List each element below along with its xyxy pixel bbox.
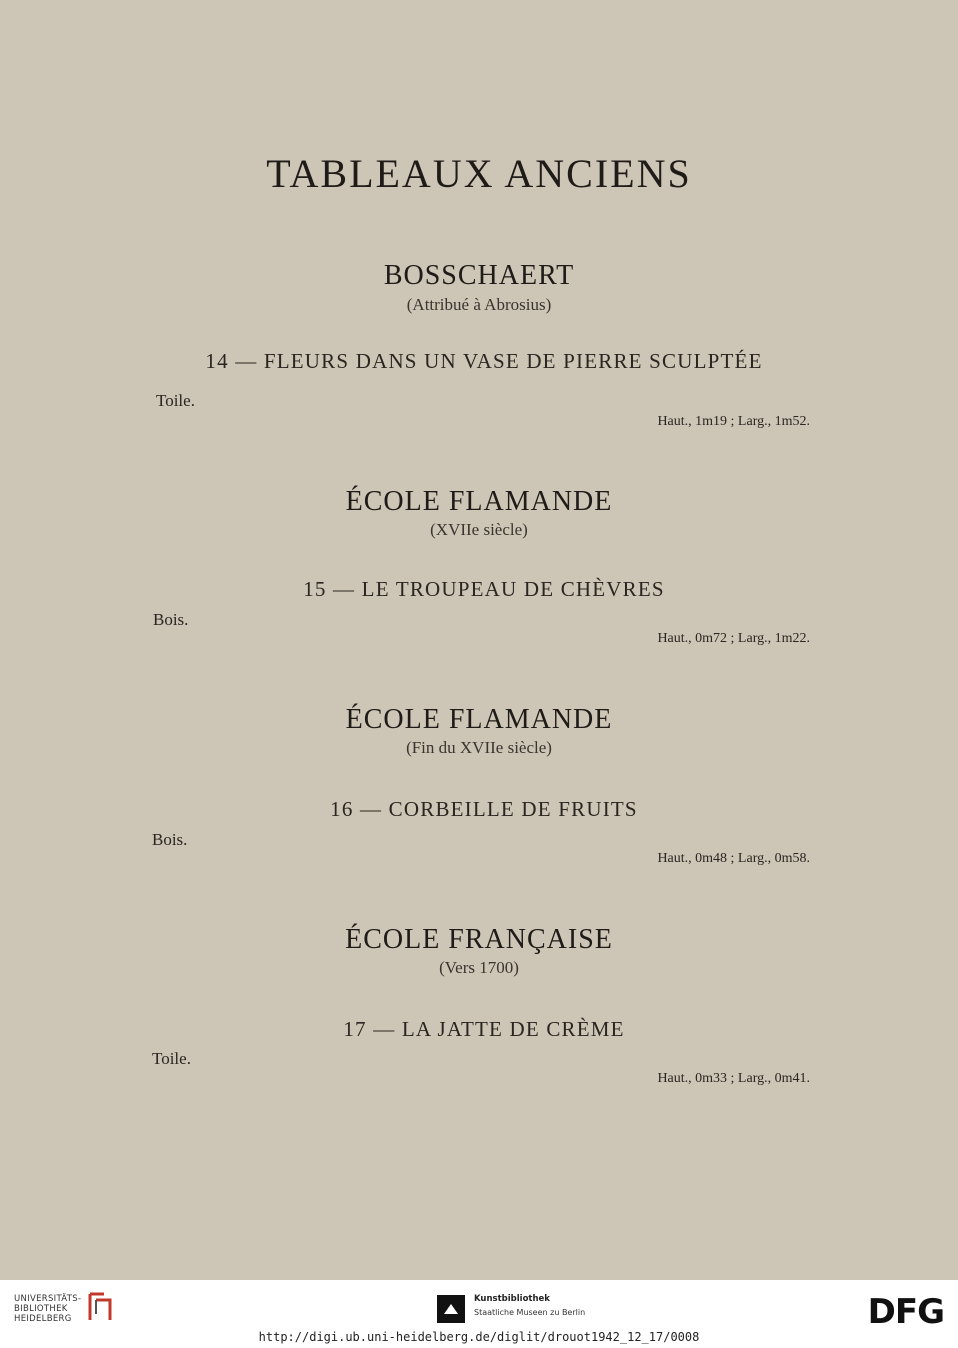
ub-heidelberg-logo[interactable] [14, 1294, 81, 1324]
lot-15-school: ÉCOLE FLAMANDE [345, 486, 613, 517]
lot-15-dimensions: Haut., 0m72 ; Larg., 1m22. [657, 631, 810, 646]
lot-17-dimensions: Haut., 0m33 ; Larg., 0m41. [657, 1071, 810, 1086]
ub-logo-line-1: UNIVERSITÄTS- [14, 1294, 82, 1304]
digitization-footer [0, 1280, 958, 1348]
lot-14-support: Toile. [156, 391, 195, 410]
kunstbibliothek-name: Kunstbibliothek [474, 1294, 550, 1304]
lot-16-title: 16 — CORBEILLE DE FRUITS [330, 797, 638, 821]
lot-16-support: Bois. [152, 830, 188, 849]
lot-14-subtitle: (Attribué à Abrosius) [406, 295, 552, 314]
lot-16-school: ÉCOLE FLAMANDE [345, 704, 613, 735]
ub-logo-line-3: HEIDELBERG [14, 1314, 72, 1324]
dfg-logo[interactable]: DFG [867, 1292, 944, 1332]
kunstbibliothek-subtitle: Staatliche Museen zu Berlin [474, 1308, 586, 1317]
permalink-url[interactable]: http://digi.ub.uni-heidelberg.de/diglit/drouot1942_12_17/0008 [258, 1330, 700, 1344]
lot-17-title: 17 — LA JATTE DE CRÈME [343, 1017, 625, 1041]
lot-14-school: BOSSCHAERT [383, 260, 575, 291]
lot-14-title: 14 — FLEURS DANS UN VASE DE PIERRE SCULPTÉE [205, 349, 763, 373]
kunstbibliothek-mark-icon [436, 1294, 466, 1324]
lot-15-title: 15 — LE TROUPEAU DE CHÈVRES [303, 577, 665, 601]
lot-16-dimensions: Haut., 0m48 ; Larg., 0m58. [657, 851, 810, 866]
ub-heidelberg-mark-icon [86, 1290, 116, 1324]
lot-14-dimensions: Haut., 1m19 ; Larg., 1m52. [657, 414, 810, 429]
lot-17-subtitle: (Vers 1700) [439, 958, 519, 977]
ub-logo-line-2: BIBLIOTHEK [14, 1304, 68, 1314]
lot-15-support: Bois. [153, 610, 189, 629]
lot-16-subtitle: (Fin du XVIIe siècle) [406, 738, 552, 757]
lot-15-subtitle: (XVIIe siècle) [430, 520, 528, 539]
page-title: TABLEAUX ANCIENS [266, 151, 692, 196]
lot-17-school: ÉCOLE FRANÇAISE [345, 924, 613, 955]
lot-17-support: Toile. [152, 1049, 191, 1068]
